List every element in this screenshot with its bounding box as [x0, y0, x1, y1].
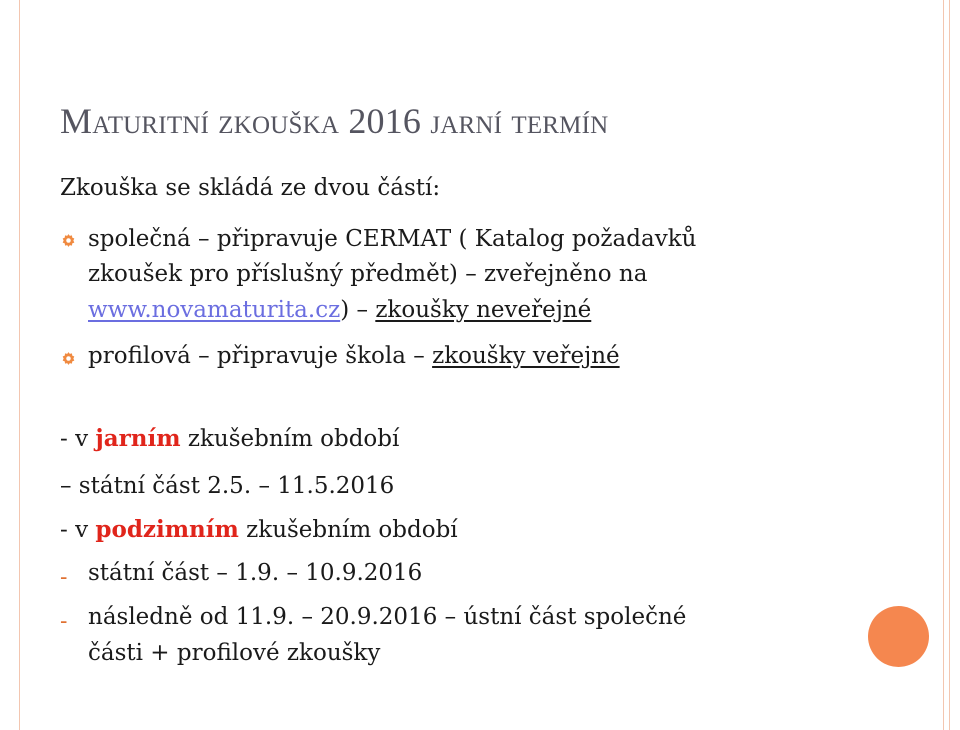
spring-suffix: zkušebním období — [180, 426, 400, 452]
right-border-line-outer — [949, 0, 950, 730]
autumn-item1: státní část – 1.9. – 10.9.2016 — [88, 560, 423, 586]
item2-tail: zkoušky veřejné — [432, 343, 620, 369]
item1-line2: zkoušek pro příslušný předmět) – zveřejněno na — [88, 261, 648, 287]
item2-line — [88, 340, 620, 372]
gear-bullet-icon — [61, 351, 76, 366]
spring-heading — [60, 423, 399, 455]
orange-circle-decoration — [868, 606, 929, 667]
item1-after-link: ) – — [340, 297, 376, 323]
autumn-heading — [60, 514, 458, 546]
novamaturita-link[interactable]: www.novamaturita.cz — [88, 297, 341, 323]
item1-line3 — [88, 294, 591, 326]
item2-text: profilová – připravuje škola – — [88, 343, 433, 369]
item1-tail: zkoušky neveřejné — [375, 297, 592, 323]
autumn-prefix: - v — [60, 517, 96, 543]
autumn-highlight: podzimním — [95, 516, 239, 543]
spring-prefix: - v — [60, 426, 96, 452]
right-border-line — [943, 0, 944, 730]
autumn-suffix: zkušebním období — [238, 517, 458, 543]
intro-text: Zkouška se skládá ze dvou částí: — [60, 175, 441, 201]
left-border-line — [19, 0, 20, 730]
spring-highlight: jarním — [95, 425, 181, 452]
spring-date-line: – státní část 2.5. – 11.5.2016 — [60, 473, 395, 499]
autumn-item2-line1: následně od 11.9. – 20.9.2016 – ústní část společné — [88, 604, 687, 630]
dash-marker: - — [60, 565, 68, 590]
dash-marker: - — [60, 609, 68, 634]
autumn-item2-line2: části + profilové zkoušky — [88, 640, 381, 666]
gear-bullet-icon — [61, 233, 76, 248]
slide-title: Maturitní zkouška 2016 jarní termín — [60, 101, 609, 141]
item1-line1: společná – připravuje CERMAT ( Katalog požadavků — [88, 226, 697, 252]
